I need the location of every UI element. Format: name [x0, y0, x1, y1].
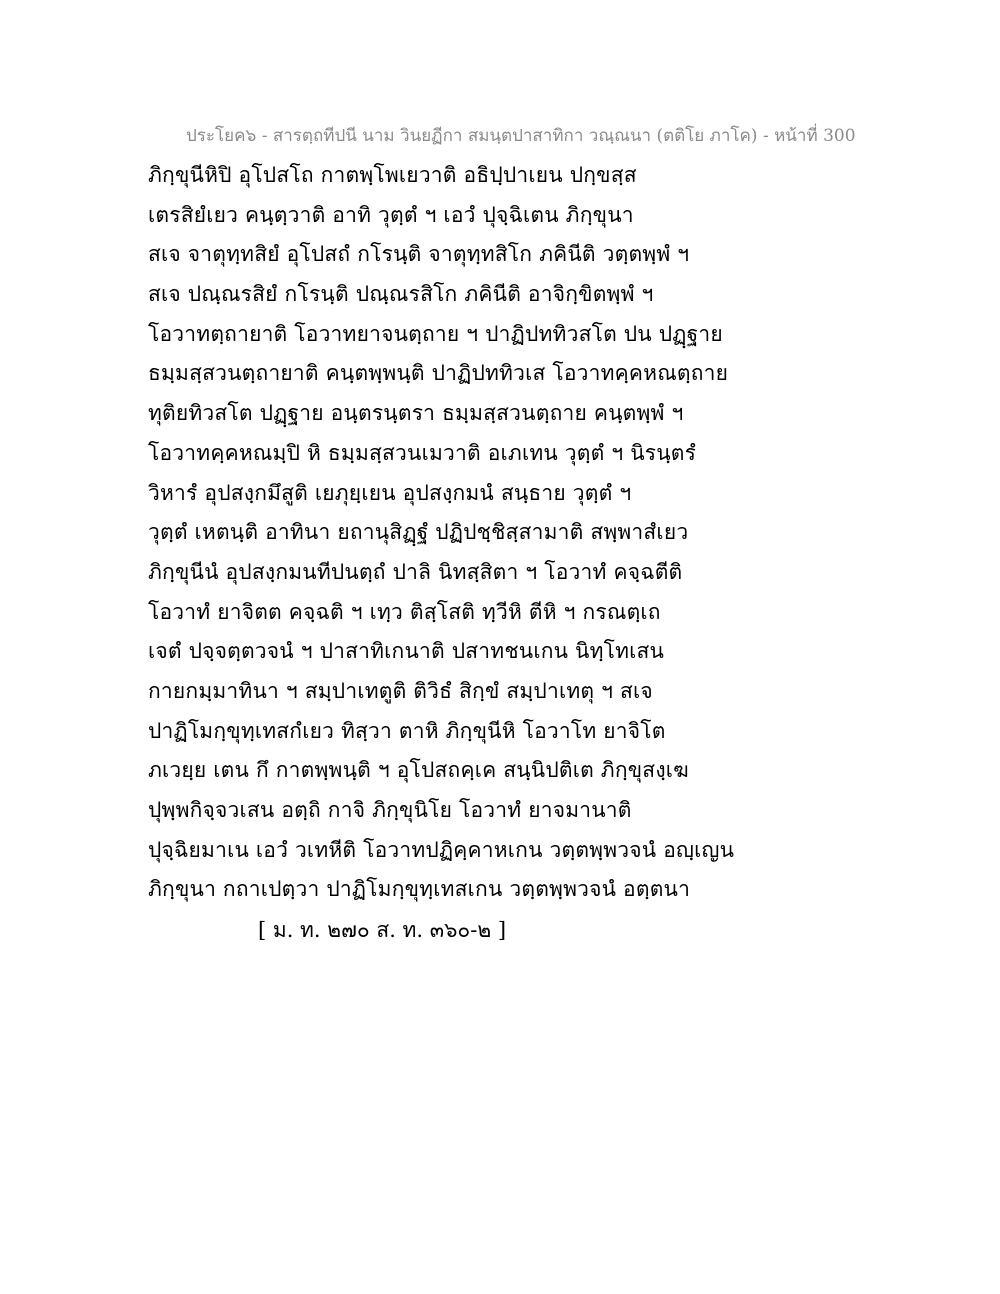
text-line: วุตฺตํ เหตนฺติ อาทินา ยถานุสิฏฺฐํ ปฏิปชฺชิสฺสามาติ สพฺพาสํเยว: [148, 520, 689, 545]
text-line: ภเวยฺย เตน กึ กาตพฺพนฺติ ฯ อุโปสถคฺเค สนฺนิปติเต ภิกฺขุสงฺเฆ: [148, 758, 689, 783]
text-line: โอวาทํ ยาจิตต คจฺฉติ ฯ เทฺว ติสฺโสติ ทฺวีหิ ตีหิ ฯ กรณตฺเถ: [148, 599, 661, 624]
text-line: ทุติยทิวสโต ปฏฺฐาย อนฺตรนฺตรา ธมฺมสฺสวนตฺถาย คนฺตพฺพํ ฯ: [148, 401, 684, 426]
page-header: ประโยค๖ - สารตฺถทีปนี นาม วินยฏีกา สมนฺตปาสาทิกา วณฺณนา (ตติโย ภาโค) - หน้าที่ 300: [186, 126, 856, 146]
text-line: เตรสิยํเยว คนฺตฺวาติ อาทิ วุตฺตํ ฯ เอวํ ปุจฺฉิเตน ภิกฺขุนา: [148, 202, 634, 227]
text-line: ธมฺมสฺสวนตฺถายาติ คนฺตพฺพนฺติ ปาฏิปททิวเส โอวาทคฺคหณตฺถาย: [148, 361, 729, 386]
text-line: กายกมฺมาทินา ฯ สมฺปาเทตูติ ติวิธํ สิกฺขํ สมฺปาเทตุ ฯ สเจ: [148, 678, 653, 703]
text-line: ปาฏิโมกฺขุทฺเทสกํเยว ทิสฺวา ตาหิ ภิกฺขุนีหิ โอวาโท ยาจิโต: [148, 718, 666, 743]
text-line: โอวาทคฺคหณมฺปิ หิ ธมฺมสฺสวนเมวาติ อเภเทน วุตฺตํ ฯ นิรนฺตรํ: [148, 440, 697, 465]
text-line: ปุพฺพกิจฺจวเสน อตฺถิ กาจิ ภิกฺขุนิโย โอวาทํ ยาจมานาติ: [148, 798, 632, 822]
text-line: วิหารํ อุปสงฺกมึสูติ เยภุยฺเยน อุปสงฺกมนํ สนฺธาย วุตฺตํ ฯ: [148, 480, 632, 505]
text-line: สเจ ปณฺณรสิยํ กโรนฺติ ปณฺณรสิโก ภคินีติ อาจิกฺขิตพฺพํ ฯ: [148, 282, 654, 307]
text-line: ภิกฺขุนีหิปิ อุโปสโถ กาตพฺโพเยวาติ อธิปฺปาเยน ปกฺขสฺส: [148, 163, 637, 187]
text-line: เจตํ ปจฺจตฺตวจนํ ฯ ปาสาทิเกนาติ ปสาทชนเกน นิทฺโทเสน: [148, 639, 665, 664]
text-line: ภิกฺขุนา กถาเปตฺวา ปาฏิโมกฺขุทฺเทสเกน วตฺตพฺพวจนํ อตฺตนา: [148, 877, 691, 902]
text-line: สเจ จาตุทฺทสิยํ อุโปสถํ กโรนฺติ จาตุทฺทสิโก ภคินีติ วตฺตพฺพํ ฯ: [148, 242, 690, 267]
text-line: โอวาทตฺถายาติ โอวาทยาจนตฺถาย ฯ ปาฏิปททิวสโต ปน ปฏฺฐาย: [148, 321, 723, 346]
body-text: [148, 156, 868, 910]
text-line: ภิกฺขุนีนํ อุปสงฺกมนทีปนตฺถํ ปาลิ นิทสฺสิตา ฯ โอวาทํ คจฺฉตีติ: [148, 559, 683, 584]
text-line: ปุจฺฉิยมาเน เอวํ วเทหีติ โอวาทปฏิคฺคาหเกน วตฺตพฺพวจนํ อญฺเญน: [148, 837, 735, 862]
reference-citation: [ ม. ท. ๒๗๐ ส. ท. ๓๖๐-๒ ]: [258, 918, 507, 942]
